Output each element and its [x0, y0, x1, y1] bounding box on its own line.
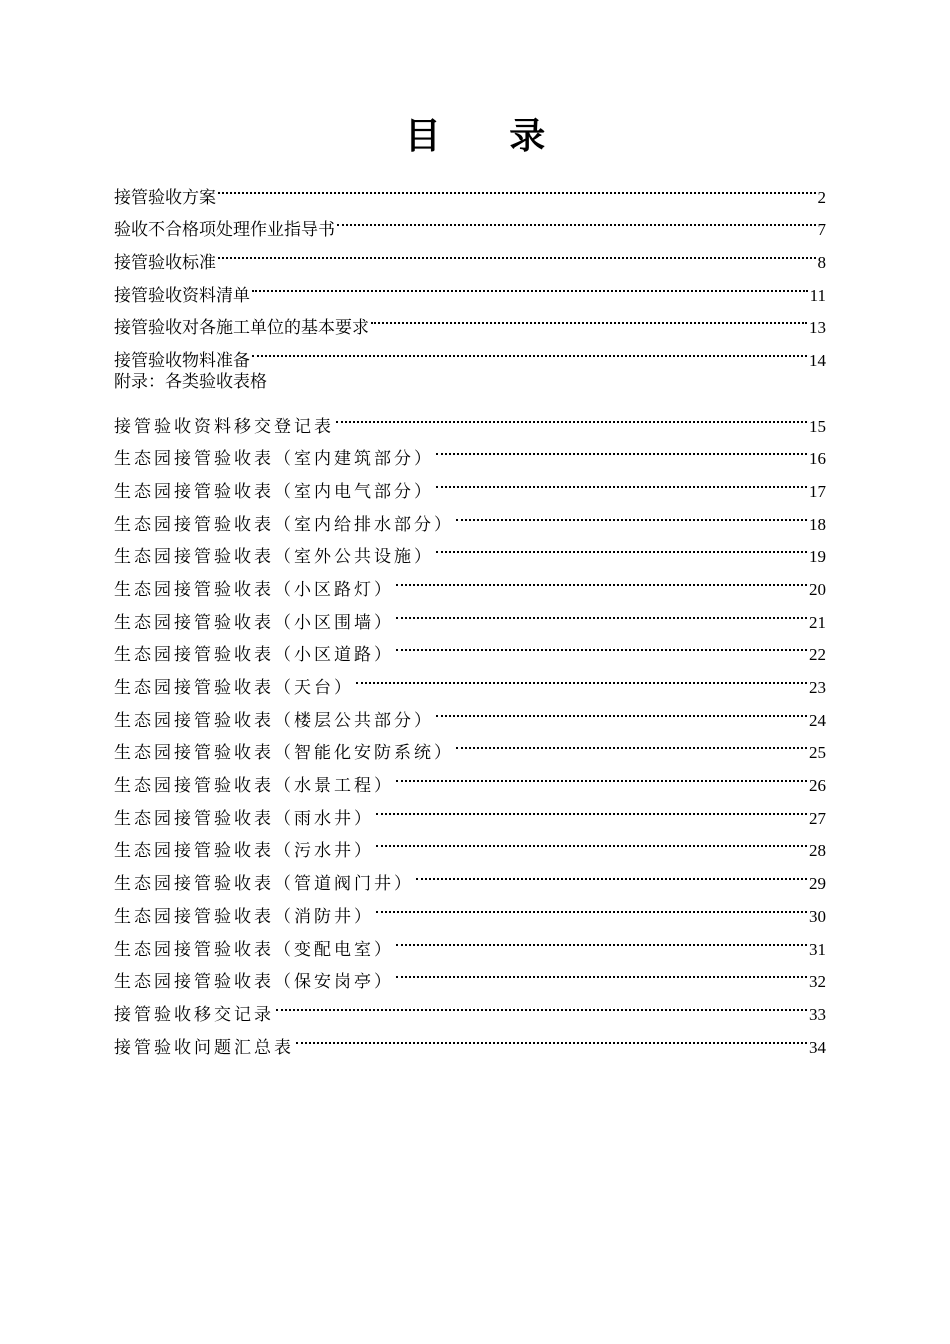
toc-entry-page-number: 23	[809, 678, 826, 697]
toc-entry-page-number: 33	[809, 1004, 826, 1024]
toc-entry-label: 生态园接管验收表（小区路灯）	[114, 579, 394, 600]
toc-entry-page-number: 34	[809, 1037, 826, 1057]
toc-entry-page-number: 28	[809, 841, 826, 861]
toc-entry-label: 生态园接管验收表（室内给排水部分）	[114, 514, 454, 535]
toc-entry[interactable]	[114, 203, 826, 241]
toc-dot-leader	[396, 628, 807, 661]
toc-entry[interactable]	[114, 268, 826, 306]
toc-entry-label: 生态园接管验收表（变配电室）	[114, 939, 394, 960]
toc-dot-leader	[252, 268, 808, 301]
toc-entry-page-number: 16	[809, 449, 826, 469]
toc-entry-page-number: 30	[809, 906, 826, 926]
toc-dot-leader	[252, 333, 807, 366]
toc-entry-label: 接管验收标准	[114, 253, 216, 274]
toc-entry-label: 生态园接管验收表（水景工程）	[114, 776, 394, 797]
toc-entry-label: 生态园接管验收表（天台）	[114, 678, 354, 698]
toc-entry-label: 接管验收对各施工单位的基本要求	[114, 318, 369, 339]
toc-entry-label: 生态园接管验收表（室内建筑部分）	[114, 449, 434, 470]
toc-entry-page-number: 27	[809, 808, 826, 828]
toc-entry-page-number: 26	[809, 776, 826, 796]
toc-entry-label: 生态园接管验收表（室内电气部分）	[114, 481, 434, 502]
toc-entry-page-number: 14	[809, 351, 826, 371]
toc-entry-label: 生态园接管验收表（雨水井）	[114, 808, 374, 829]
toc-entry-page-number: 11	[809, 285, 826, 305]
toc-entry-label: 生态园接管验收表（楼层公共部分）	[114, 710, 434, 731]
toc-entry-label: 接管验收物料准备	[114, 351, 250, 372]
toc-entry-label: 生态园接管验收表（小区道路）	[114, 645, 394, 666]
toc-dot-leader	[218, 235, 816, 268]
appendix-heading: 附录：各类验收表格	[114, 372, 267, 393]
toc-entry-page-number: 25	[809, 743, 826, 763]
toc-dot-leader	[276, 987, 807, 1020]
toc-dot-leader	[376, 889, 807, 922]
toc-dot-leader	[356, 660, 807, 693]
toc-dot-leader	[456, 726, 807, 759]
toc-entry-label: 生态园接管验收表（保安岗亭）	[114, 972, 394, 993]
table-of-contents	[114, 170, 826, 1058]
page-title: 目 录	[404, 116, 574, 157]
toc-dot-leader	[436, 464, 807, 497]
toc-dot-leader	[376, 824, 807, 857]
toc-dot-leader	[396, 955, 807, 988]
toc-dot-leader	[396, 758, 807, 791]
toc-dot-leader	[371, 301, 807, 334]
toc-dot-leader	[337, 203, 816, 236]
toc-dot-leader	[416, 856, 807, 889]
toc-dot-leader	[336, 399, 807, 432]
toc-dot-leader	[296, 1020, 807, 1053]
toc-entry-label: 生态园接管验收表（小区围墙）	[114, 612, 394, 633]
toc-entry-page-number: 22	[809, 645, 826, 665]
toc-entry[interactable]	[114, 235, 826, 274]
toc-dot-leader	[456, 497, 807, 530]
toc-entry-label: 生态园接管验收表（室外公共设施）	[114, 547, 434, 568]
toc-entry-label: 接管验收移交记录	[114, 1004, 274, 1025]
toc-entry-page-number: 2	[817, 187, 826, 207]
toc-entry-label: 接管验收资料清单	[114, 285, 250, 306]
toc-entry-page-number: 15	[809, 416, 826, 436]
toc-entry-page-number: 24	[809, 710, 826, 730]
toc-entry[interactable]	[114, 170, 826, 208]
toc-dot-leader	[436, 693, 807, 726]
toc-entry-label: 生态园接管验收表（污水井）	[114, 841, 374, 862]
toc-entry-label: 接管验收问题汇总表	[114, 1037, 294, 1058]
toc-entry-page-number: 7	[817, 220, 826, 240]
toc-entry-page-number: 21	[809, 612, 826, 632]
toc-entry-page-number: 29	[809, 874, 826, 894]
toc-dot-leader	[396, 595, 807, 628]
toc-dot-leader	[376, 791, 807, 824]
toc-entry-page-number: 8	[817, 253, 826, 273]
toc-entry-label: 接管验收方案	[114, 187, 216, 208]
toc-entry-page-number: 32	[809, 972, 826, 992]
toc-entry-page-number: 18	[809, 514, 826, 534]
toc-entry[interactable]	[114, 399, 826, 437]
toc-entry-page-number: 31	[809, 939, 826, 959]
toc-entry-label: 验收不合格项处理作业指导书	[114, 220, 335, 241]
toc-entry-page-number: 13	[809, 318, 826, 338]
toc-entry-page-number: 19	[809, 547, 826, 567]
toc-dot-leader	[436, 432, 807, 465]
toc-dot-leader	[436, 530, 807, 563]
toc-dot-leader	[396, 922, 807, 955]
toc-entry-page-number: 17	[809, 481, 826, 501]
toc-dot-leader	[218, 170, 816, 203]
toc-entry-page-number: 20	[809, 579, 826, 599]
toc-entry-label: 生态园接管验收表（智能化安防系统）	[114, 743, 454, 764]
toc-entry-label: 生态园接管验收表（消防井）	[114, 906, 374, 927]
toc-dot-leader	[396, 562, 807, 595]
toc-entry-label: 生态园接管验收表（管道阀门井）	[114, 874, 414, 895]
toc-entry-label: 接管验收资料移交登记表	[114, 416, 334, 437]
